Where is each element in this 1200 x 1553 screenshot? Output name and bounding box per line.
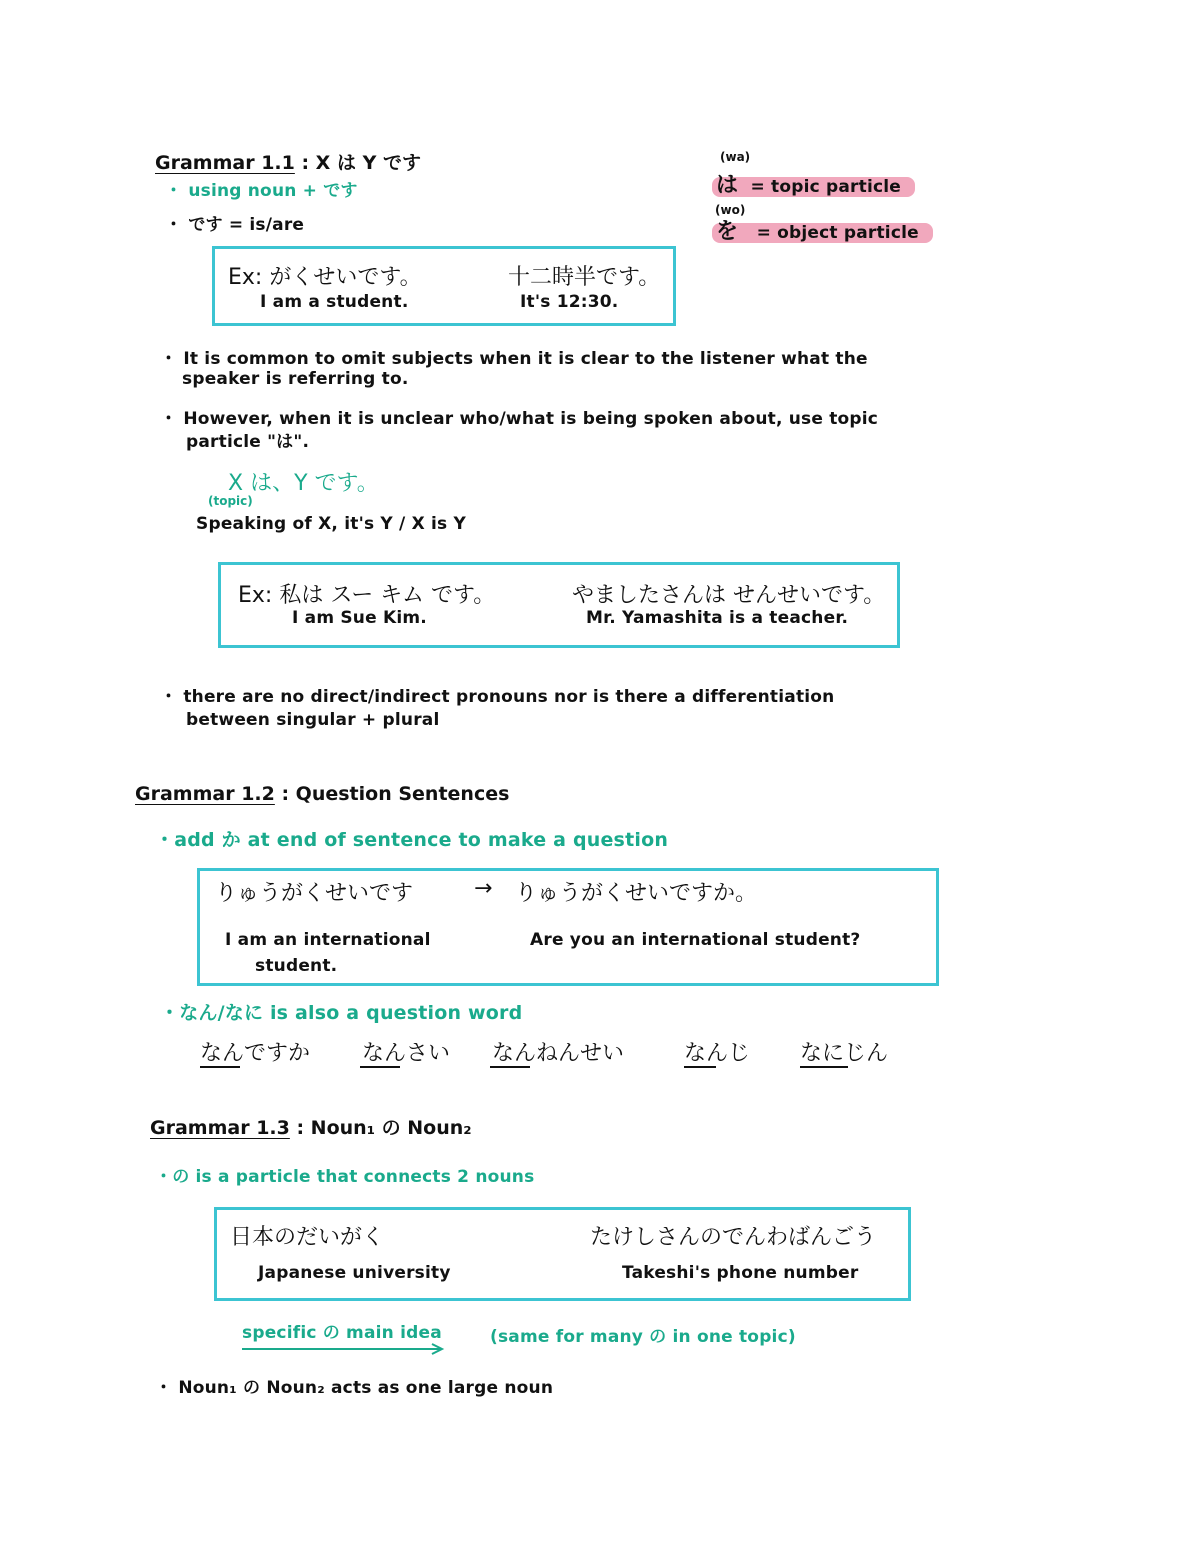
- bullet-nan-nani: ・なん/なに is also a question word: [160, 1002, 523, 1024]
- example-question-en: Are you an international student?: [530, 930, 861, 950]
- example-time-en: It's 12:30.: [520, 292, 619, 312]
- wo-romaji: (wo): [715, 203, 746, 217]
- example-takeshi-phone-en: Takeshi's phone number: [622, 1263, 859, 1283]
- note-specific-main-idea: specific の main idea: [242, 1323, 442, 1343]
- heading-topic: : Question Sentences: [274, 783, 510, 805]
- bullet-pronouns-line2: between singular + plural: [186, 710, 440, 730]
- example-student-en: I am a student.: [260, 292, 409, 312]
- wo-kana: を: [716, 219, 739, 244]
- bullet-topic-particle-line1: ・ However, when it is unclear who/what is being spoken about, use topic: [160, 409, 879, 429]
- underline-nani-5: [800, 1066, 848, 1068]
- note-same-for-many-no: (same for many の in one topic): [490, 1327, 796, 1347]
- bullet-noun-desu: ・ using noun + です: [165, 181, 358, 201]
- example-sue-kim-en: I am Sue Kim.: [292, 608, 427, 628]
- bullet-acts-as-noun: ・ Noun₁ の Noun₂ acts as one large noun: [155, 1378, 554, 1398]
- bullet-pronouns-line1: ・ there are no direct/indirect pronouns nor is there a differentiation: [160, 687, 835, 707]
- right-arrow-icon: [240, 1342, 450, 1356]
- heading-topic: : X は Y です: [294, 152, 421, 174]
- bullet-add-ka: ・add か at end of sentence to make a question: [155, 829, 669, 851]
- example-yamashita-jp: やましたさんは せんせいです。: [572, 583, 886, 608]
- underline-nan-1: [200, 1066, 240, 1068]
- underline-nan-2: [360, 1066, 400, 1068]
- heading-topic: : Noun₁ の Noun₂: [289, 1117, 472, 1139]
- example-takeshi-phone-jp: たけしさんのでんわばんごう: [590, 1225, 877, 1250]
- example-nihon-daigaku-jp: 日本のだいがく: [230, 1225, 385, 1250]
- bullet-omit-subjects-line1: ・ It is common to omit subjects when it is clear to the listener what the: [160, 349, 868, 369]
- wa-particle-row: [712, 168, 915, 199]
- underline-nan-3: [490, 1066, 530, 1068]
- example-statement-en-line1: I am an international: [225, 930, 431, 950]
- question-word-nansai: なんさい: [362, 1041, 451, 1066]
- example-statement-en-line2: student.: [255, 956, 338, 976]
- section-heading-1-1: [155, 148, 421, 175]
- wo-particle-row: [712, 214, 933, 245]
- heading-label: Grammar 1.2: [135, 783, 275, 805]
- underline-nan-4: [684, 1066, 716, 1068]
- section-heading-1-3: [150, 1113, 472, 1140]
- heading-label: Grammar 1.3: [150, 1117, 290, 1139]
- wa-highlight: [712, 173, 915, 198]
- bullet-omit-subjects-line2: speaker is referring to.: [182, 369, 409, 389]
- pattern-x-wa-y: X は、Y です。: [228, 471, 379, 496]
- bullet-no-particle: ・の is a particle that connects 2 nouns: [155, 1167, 535, 1187]
- question-word-nandesuka: なんですか: [200, 1041, 311, 1066]
- heading-label: Grammar 1.1: [155, 152, 295, 174]
- question-word-nanijin: なにじん: [800, 1041, 889, 1066]
- wa-kana: は: [716, 173, 739, 198]
- example-time-jp: 十二時半です。: [508, 265, 661, 290]
- wo-definition: = object particle: [756, 223, 919, 243]
- pattern-translation: Speaking of X, it's Y / X is Y: [196, 514, 466, 534]
- example-ryuugakusei-jp: りゅうがくせいです: [215, 881, 414, 906]
- pattern-topic-note: (topic): [208, 494, 253, 508]
- example-yamashita-en: Mr. Yamashita is a teacher.: [586, 608, 849, 628]
- wa-romaji: (wa): [720, 150, 751, 164]
- bullet-desu-meaning: ・ です = is/are: [165, 215, 305, 235]
- section-heading-1-2: [135, 783, 509, 805]
- question-word-nanji: なんじ: [684, 1041, 751, 1066]
- wa-definition: = topic particle: [750, 177, 902, 197]
- question-word-nannensei: なんねんせい: [492, 1041, 625, 1066]
- example-question-jp: りゅうがくせいですか。: [515, 881, 758, 906]
- arrow-icon: →: [474, 876, 493, 901]
- wo-highlight: [712, 219, 933, 244]
- bullet-topic-particle-line2: particle "は".: [186, 432, 310, 452]
- example-nihon-daigaku-en: Japanese university: [258, 1263, 451, 1283]
- example-sue-kim-jp: Ex: 私は スー キム です。: [238, 583, 496, 608]
- example-student-jp: Ex: がくせいです。: [228, 265, 422, 290]
